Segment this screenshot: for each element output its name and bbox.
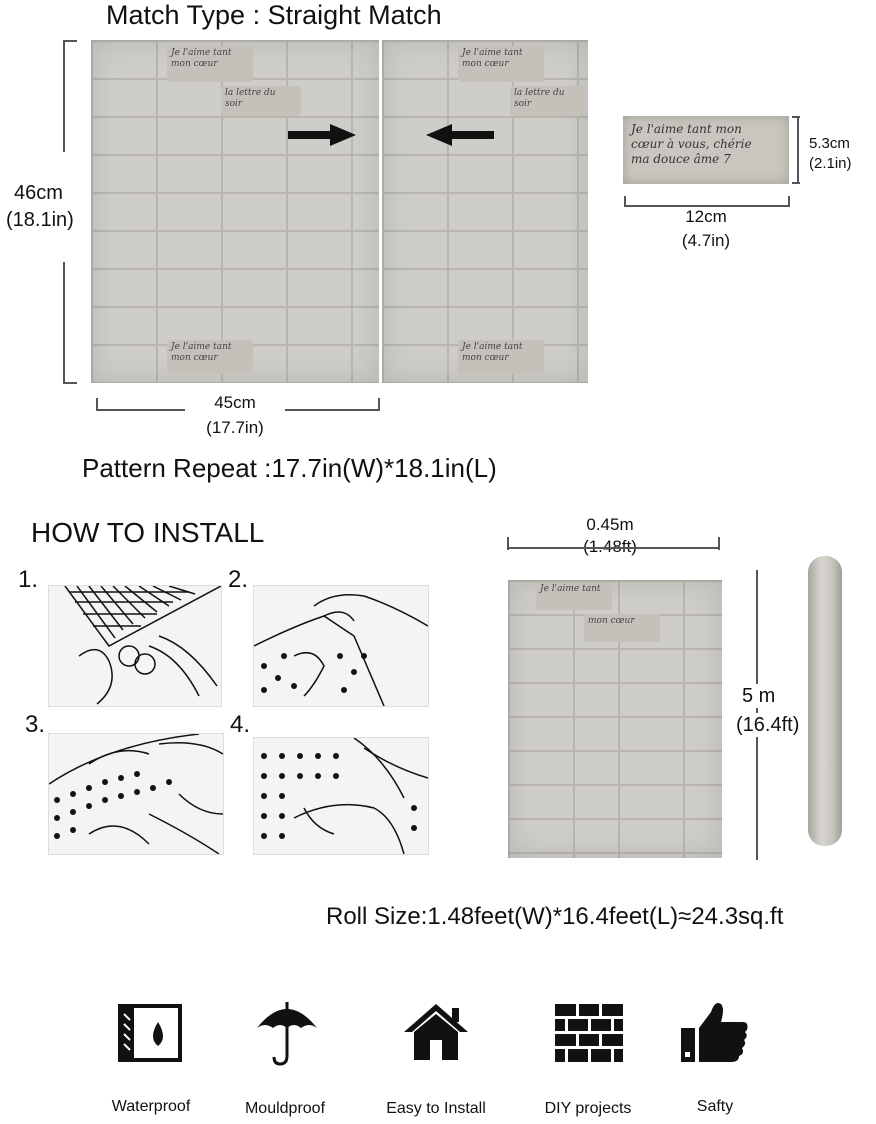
roll-size-text: Roll Size:1.48feet(W)*16.4feet(L)≈24.3sq.ft (326, 903, 784, 930)
smoothing-wallpaper-icon (254, 738, 428, 854)
how-to-install-title: HOW TO INSTALL (31, 517, 265, 548)
house-icon (402, 1002, 470, 1062)
install-step-4 (253, 737, 429, 855)
sample-height-cap-bottom (792, 182, 800, 184)
sample-script: Je l'aime tant mon cœur à vous, chérie ma douce âme 7 (631, 122, 752, 166)
roll-length-ft: (16.4ft) (736, 714, 800, 736)
sample-width-cap-left (624, 196, 626, 207)
thumbs-up-icon (681, 998, 749, 1064)
cutting-scissors-icon (49, 586, 221, 706)
sample-height-in: (2.1in) (809, 155, 852, 172)
roll-width-cap-right (718, 537, 720, 550)
pattern-repeat-text: Pattern Repeat :17.7in(W)*18.1in(L) (82, 453, 497, 483)
step-number-2: 2. (228, 566, 249, 593)
waterproof-icon (118, 1004, 182, 1062)
feature-label-waterproof: Waterproof (111, 1098, 191, 1115)
sample-width-in: (4.7in) (681, 231, 731, 250)
step-number-1: 1. (18, 566, 39, 593)
height-dimension-line-bottom (63, 262, 65, 384)
panel-width-in: (17.7in) (206, 418, 264, 437)
sample-width-cap-right (788, 196, 790, 207)
height-dimension-cap-top (63, 40, 77, 42)
roll-unrolled-sheet: Je l'aime tant mon cœur (508, 580, 722, 858)
install-step-1 (48, 585, 222, 707)
match-type-title: Match Type : Straight Match (106, 0, 442, 30)
peeling-backing-icon (254, 586, 428, 706)
roll-width-m: 0.45m (586, 515, 634, 534)
roll-length-m: 5 m (742, 685, 776, 707)
feature-label-mouldproof: Mouldproof (244, 1100, 326, 1117)
panel-height-cm: 46cm (14, 182, 63, 204)
width-dimension-cap-right (378, 398, 380, 411)
brick-wall-icon (555, 1004, 623, 1062)
sample-width-cm: 12cm (685, 207, 727, 226)
umbrella-icon (255, 998, 319, 1068)
arrow-right-icon (288, 124, 356, 146)
step-number-4: 4. (230, 711, 251, 738)
roll-width-line (507, 547, 720, 549)
sample-height-cap-top (792, 116, 800, 118)
feature-label-easy-to-install: Easy to Install (386, 1100, 486, 1117)
roll-width-cap-left (507, 537, 509, 550)
height-dimension-line-top (63, 40, 65, 152)
rolled-wallpaper (808, 556, 842, 846)
install-step-3 (48, 733, 224, 855)
applying-wallpaper-icon (49, 734, 223, 854)
width-dimension-cap-left (96, 398, 98, 411)
sample-swatch (623, 116, 789, 184)
feature-label-diy-projects: DIY projects (544, 1100, 632, 1117)
wallpaper-panel-right: Je l'aime tant mon cœur la lettre du soir Je l'aime tant mon cœur (382, 40, 588, 383)
panel-width-cm: 45cm (185, 394, 285, 411)
feature-label-safty: Safty (696, 1098, 734, 1115)
panel-height-in: (18.1in) (6, 209, 74, 231)
step-number-3: 3. (25, 711, 46, 738)
height-dimension-cap-bottom (63, 382, 77, 384)
sample-height-line (797, 116, 799, 184)
sample-height-cm: 5.3cm (809, 135, 850, 152)
arrow-left-icon (426, 124, 494, 146)
install-step-2 (253, 585, 429, 707)
wallpaper-panel-left: Je l'aime tant mon cœur la lettre du soir Je l'aime tant mon cœur (91, 40, 379, 383)
